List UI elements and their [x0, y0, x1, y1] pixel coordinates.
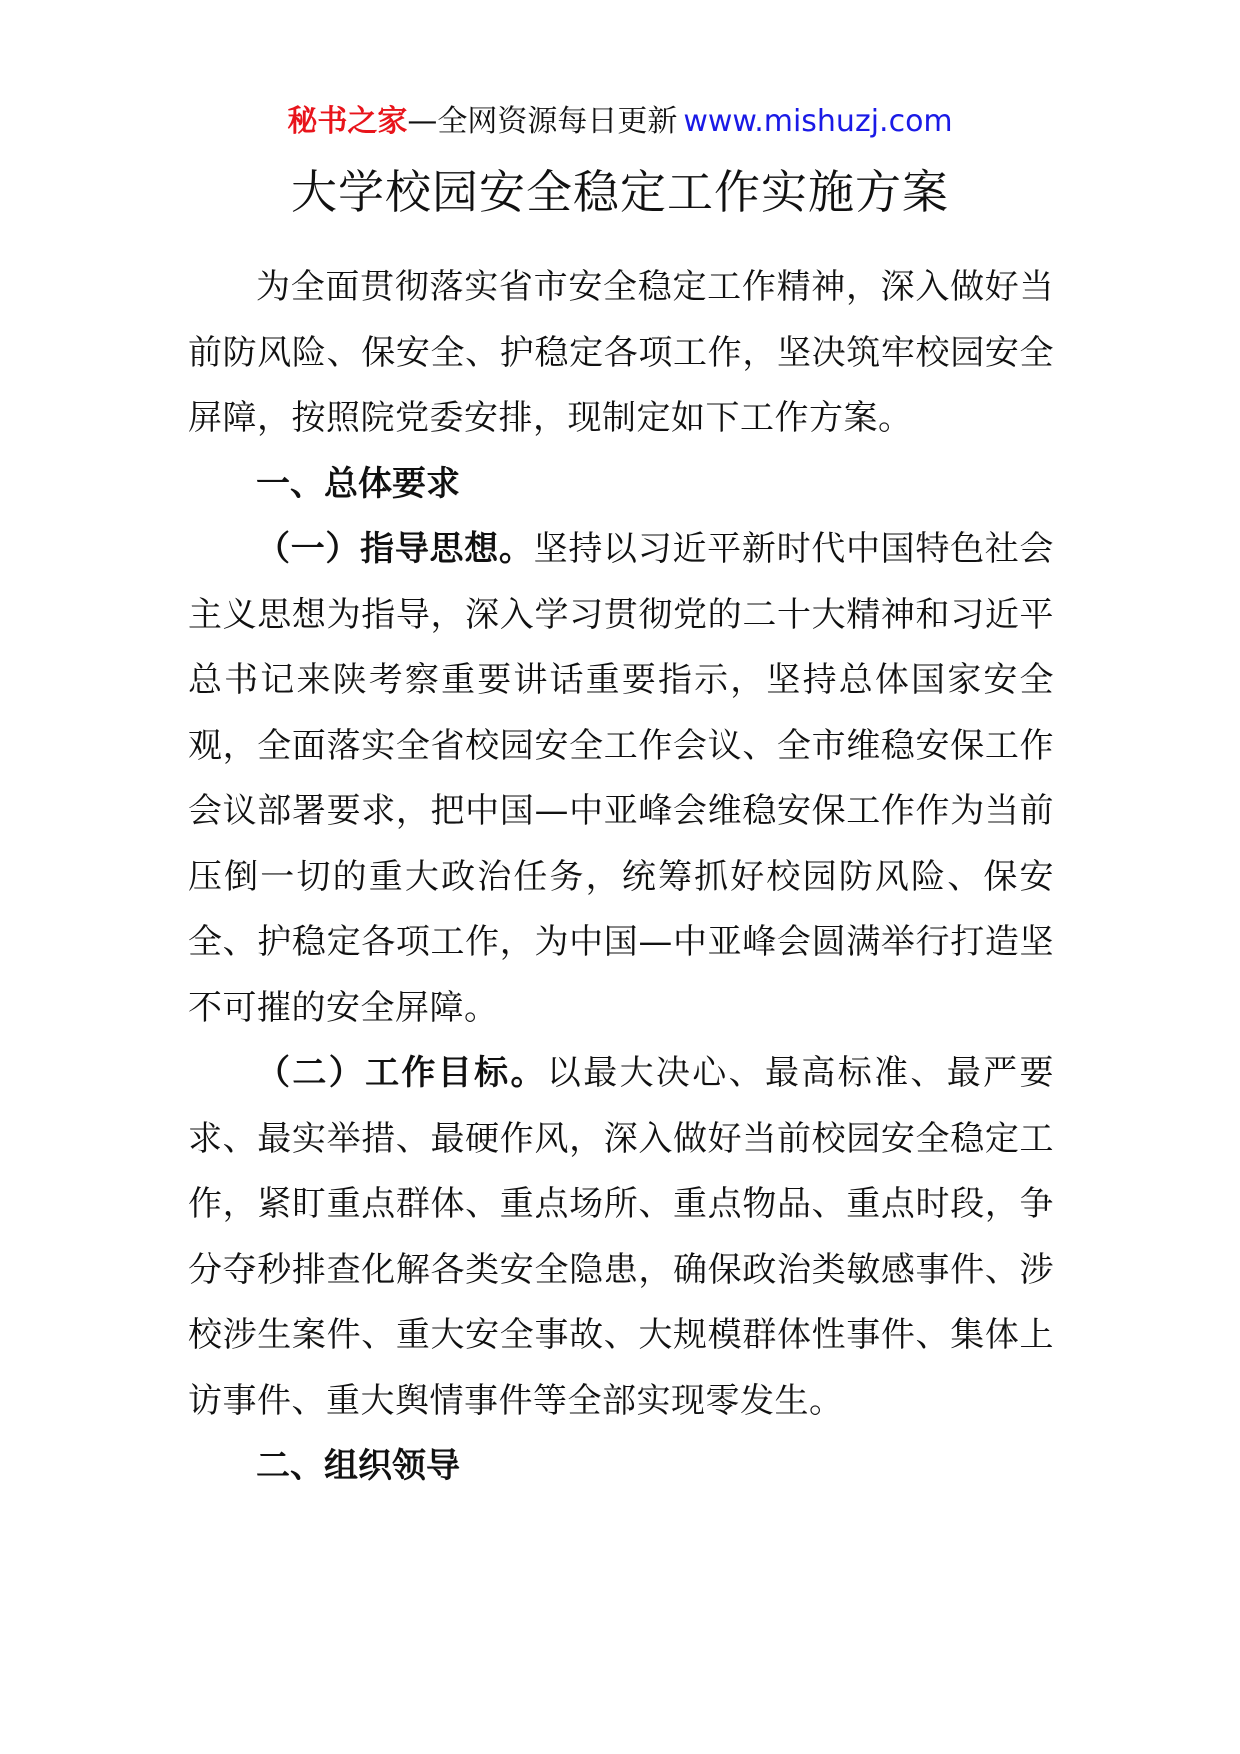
guiding-thought-text: 坚持以习近平新时代中国特色社会主义思想为指导，深入学习贯彻党的二十大精神和习近平总书记来陕考察重要讲话重要指示，坚持总体国家安全观，全面落实全省校园安全工作会议、全市维稳安保工作会议部署要求，把中国—中亚峰会维稳安保工作作为当前压倒一切的重大政治任务，统筹抓好校园防风险、保安全、护稳定各项工作，为中国—中亚峰会圆满举行打造坚不可摧的安全屏障。	[188, 529, 1055, 1028]
document-body	[188, 255, 1054, 1500]
section-heading-overall-requirements: 一、总体要求	[256, 463, 460, 504]
guiding-thought-lead: （一）指导思想。	[256, 529, 534, 569]
header-url-link[interactable]: www.mishuzj.com	[683, 104, 953, 139]
header-tagline: —全网资源每日更新	[407, 104, 678, 139]
site-header	[0, 100, 1240, 144]
work-goal-lead: （二）工作目标。	[256, 1053, 547, 1093]
work-goal-paragraph	[188, 1041, 1054, 1434]
brand-name: 秘书之家	[287, 104, 408, 139]
section-heading-organization-leadership: 二、组织领导	[256, 1446, 460, 1486]
work-goal-text: 以最大决心、最高标准、最严要求、最实举措、最硬作风，深入做好当前校园安全稳定工作，紧盯重点群体、重点场所、重点物品、重点时段，争分夺秒排查化解各类安全隐患，确保政治类敏感事件、涉校涉生案件、重大安全事故、大规模群体性事件、集体上访事件、重大舆情事件等全部实现零发生。	[188, 1053, 1055, 1421]
guiding-thought-paragraph	[188, 517, 1054, 1041]
intro-paragraph: 为全面贯彻落实省市安全稳定工作精神，深入做好当前防风险、保安全、护稳定各项工作，坚决筑牢校园安全屏障，按照院党委安排，现制定如下工作方案。	[188, 267, 1054, 438]
document-title: 大学校园安全稳定工作实施方案	[291, 165, 949, 219]
